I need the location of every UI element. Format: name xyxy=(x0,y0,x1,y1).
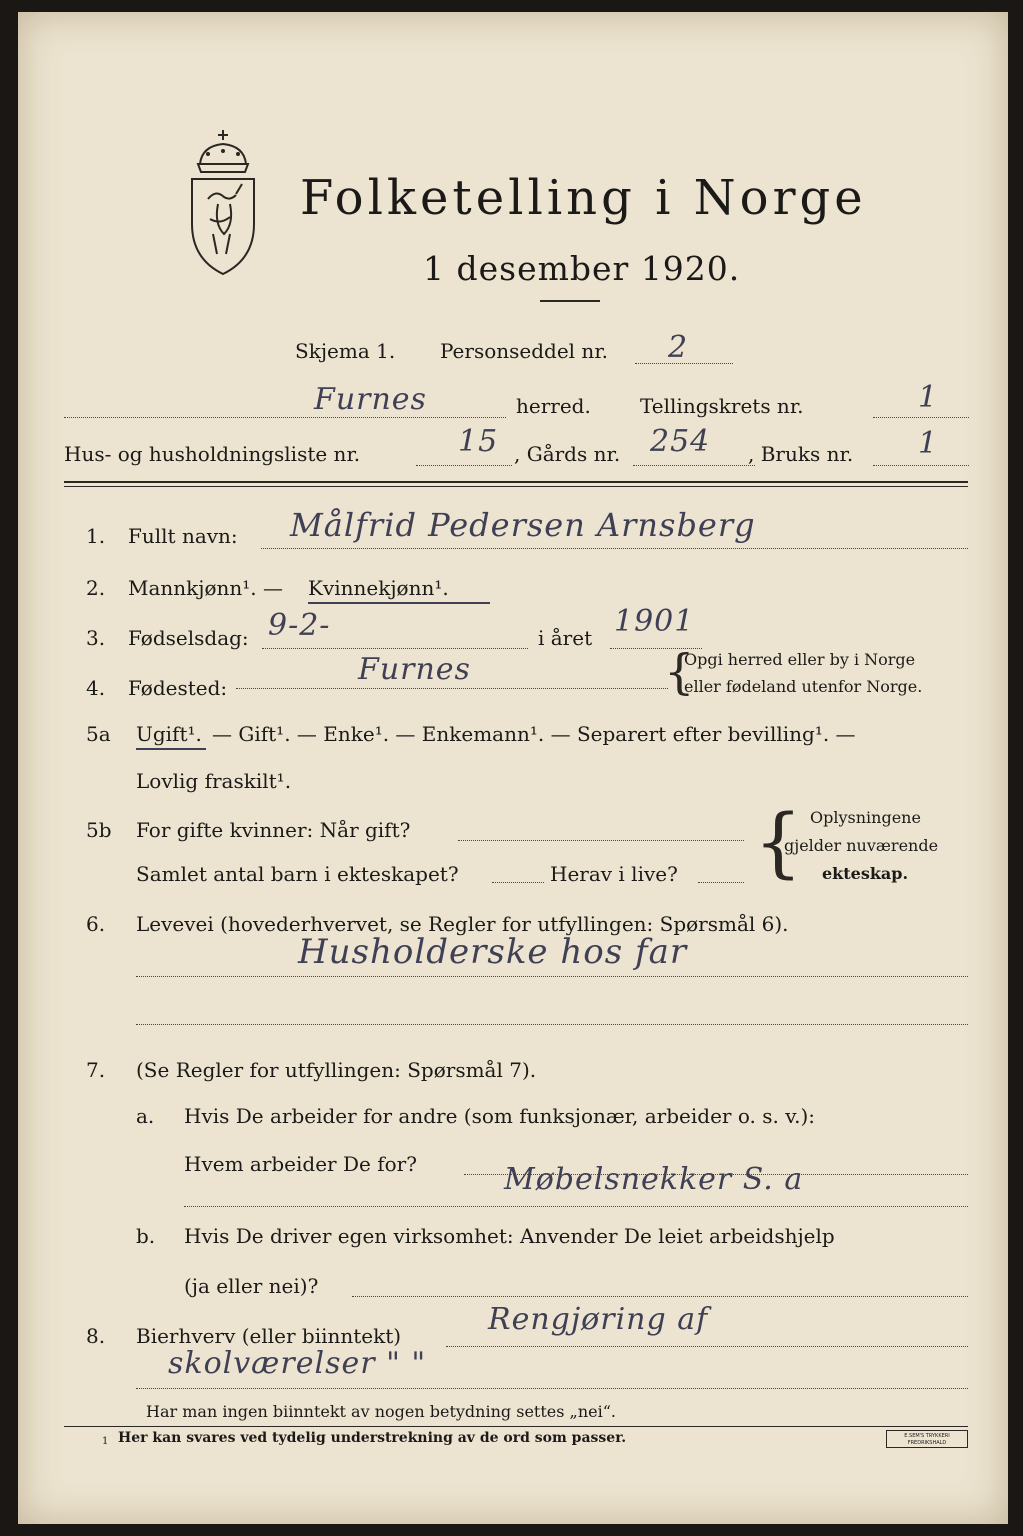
personseddel-label: Personseddel nr. xyxy=(440,339,609,363)
q3-year-label: i året xyxy=(538,626,593,650)
q7a-who-label: Hvem arbeider De for? xyxy=(184,1152,417,1176)
q3-label: Fødselsdag: xyxy=(128,626,249,650)
census-form xyxy=(18,12,1008,1524)
personseddel-value[interactable]: 2 xyxy=(668,330,689,365)
husliste-label: Hus- og husholdningsliste nr. xyxy=(64,442,361,466)
printer-stamp-text: E.SEM'S TRYKKERI FREDRIKSHALD xyxy=(904,1433,950,1446)
bruks-line xyxy=(873,465,969,466)
q6-label: Levevei (hovederhvervet, se Regler for utfyllingen: Spørsmål 6). xyxy=(136,912,789,936)
q8-value-1[interactable]: Rengjøring af xyxy=(488,1302,709,1337)
herred-label: herred. xyxy=(516,394,591,418)
tellingskrets-label: Tellingskrets nr. xyxy=(640,394,804,418)
q3-year-value[interactable]: 1901 xyxy=(614,604,695,639)
q4-number: 4. xyxy=(86,676,106,700)
q4-value[interactable]: Furnes xyxy=(358,652,471,687)
gards-label: , Gårds nr. xyxy=(514,442,621,466)
form-title: Folketelling i Norge xyxy=(300,170,867,226)
q7b-letter: b. xyxy=(136,1224,156,1248)
q7b-text-2: (ja eller nei)? xyxy=(184,1274,319,1298)
q6-value[interactable]: Husholderske hos far xyxy=(298,932,688,972)
bruks-label: , Bruks nr. xyxy=(748,442,854,466)
title-divider xyxy=(540,300,600,302)
q6-line-2 xyxy=(136,1024,968,1025)
footnote-text: Her kan svares ved tydelig understrekning av de ord som passer. xyxy=(118,1430,627,1446)
q8-note: Har man ingen biinntekt av nogen betydning settes „nei“. xyxy=(146,1402,616,1421)
q5b-line2a: Samlet antal barn i ekteskapet? xyxy=(136,862,459,886)
footnote-rule xyxy=(64,1426,968,1427)
q5b-line2b: Herav i live? xyxy=(550,862,678,886)
header-rule-thin xyxy=(64,486,968,487)
norwegian-coat-of-arms xyxy=(178,124,268,284)
q5a-options: — Gift¹. — Enke¹. — Enkemann¹. — Separert efter bevilling¹. — xyxy=(212,722,856,746)
q4-note-1: Opgi herred eller by i Norge xyxy=(684,650,916,669)
herred-line xyxy=(64,417,506,418)
q8-number: 8. xyxy=(86,1324,106,1348)
q5b-brace: { xyxy=(754,797,803,886)
q8-label: Bierhverv (eller biinntekt) xyxy=(136,1324,402,1348)
q5b-line1-dots xyxy=(458,840,744,841)
q3-line xyxy=(262,648,528,649)
husliste-value[interactable]: 15 xyxy=(458,424,499,459)
q6-number: 6. xyxy=(86,912,106,936)
q3-value[interactable]: 9-2- xyxy=(268,608,331,643)
husliste-line xyxy=(416,465,512,466)
skjema-label: Skjema 1. xyxy=(295,339,396,363)
q5b-note-3: ekteskap. xyxy=(822,864,909,883)
q4-line xyxy=(236,688,668,689)
q5b-note-1: Oplysningene xyxy=(810,808,921,827)
q5b-note-2: gjelder nuværende xyxy=(784,836,939,855)
tellingskrets-value[interactable]: 1 xyxy=(918,380,939,415)
gards-line xyxy=(633,465,755,466)
q1-line xyxy=(261,548,968,549)
tellingskrets-line xyxy=(873,417,969,418)
q5a-line2: Lovlig fraskilt¹. xyxy=(136,769,292,793)
q2-female: Kvinnekjønn¹. xyxy=(308,576,449,600)
q5b-number: 5b xyxy=(86,818,112,842)
q4-brace: { xyxy=(664,644,695,700)
q7-label: (Se Regler for utfyllingen: Spørsmål 7). xyxy=(136,1058,537,1082)
header-rule xyxy=(64,481,968,483)
q4-note-2: eller fødeland utenfor Norge. xyxy=(684,677,923,696)
q2-number: 2. xyxy=(86,576,106,600)
q5a-ugift-underline xyxy=(136,748,206,750)
census-date: 1 desember 1920. xyxy=(423,249,741,288)
bruks-value[interactable]: 1 xyxy=(918,426,939,461)
q7a-value[interactable]: Møbelsnekker S. a xyxy=(504,1162,804,1197)
q6-line-1 xyxy=(136,976,968,977)
q5a-ugift: Ugift¹. xyxy=(136,722,202,746)
q5b-line1: For gifte kvinner: Når gift? xyxy=(136,818,411,842)
q7-number: 7. xyxy=(86,1058,106,1082)
q4-label: Fødested: xyxy=(128,676,228,700)
gards-value[interactable]: 254 xyxy=(650,424,711,459)
q7a-letter: a. xyxy=(136,1104,155,1128)
q5b-line2a-dots xyxy=(492,882,544,883)
q7b-line xyxy=(352,1296,968,1297)
q8-value-2[interactable]: skolværelser " " xyxy=(168,1346,427,1381)
q7b-text: Hvis De driver egen virksomhet: Anvender De leiet arbeidshjelp xyxy=(184,1224,835,1248)
q2-male: Mannkjønn¹. — xyxy=(128,576,284,600)
q3-number: 3. xyxy=(86,626,106,650)
q1-number: 1. xyxy=(86,524,106,548)
footnote-mark: 1 xyxy=(102,1436,109,1447)
q1-label: Fullt navn: xyxy=(128,524,238,548)
q8-line-1 xyxy=(446,1346,968,1347)
q8-line-2 xyxy=(136,1388,968,1389)
q7a-text: Hvis De arbeider for andre (som funksjonær, arbeider o. s. v.): xyxy=(184,1104,816,1128)
q7a-line-2 xyxy=(184,1206,968,1207)
q5a-number: 5a xyxy=(86,722,111,746)
q5b-line2b-dots xyxy=(698,882,744,883)
q2-female-underline xyxy=(308,602,490,604)
herred-value[interactable]: Furnes xyxy=(314,382,427,417)
q1-value[interactable]: Målfrid Pedersen Arnsberg xyxy=(290,506,756,544)
printer-stamp xyxy=(886,1430,968,1448)
